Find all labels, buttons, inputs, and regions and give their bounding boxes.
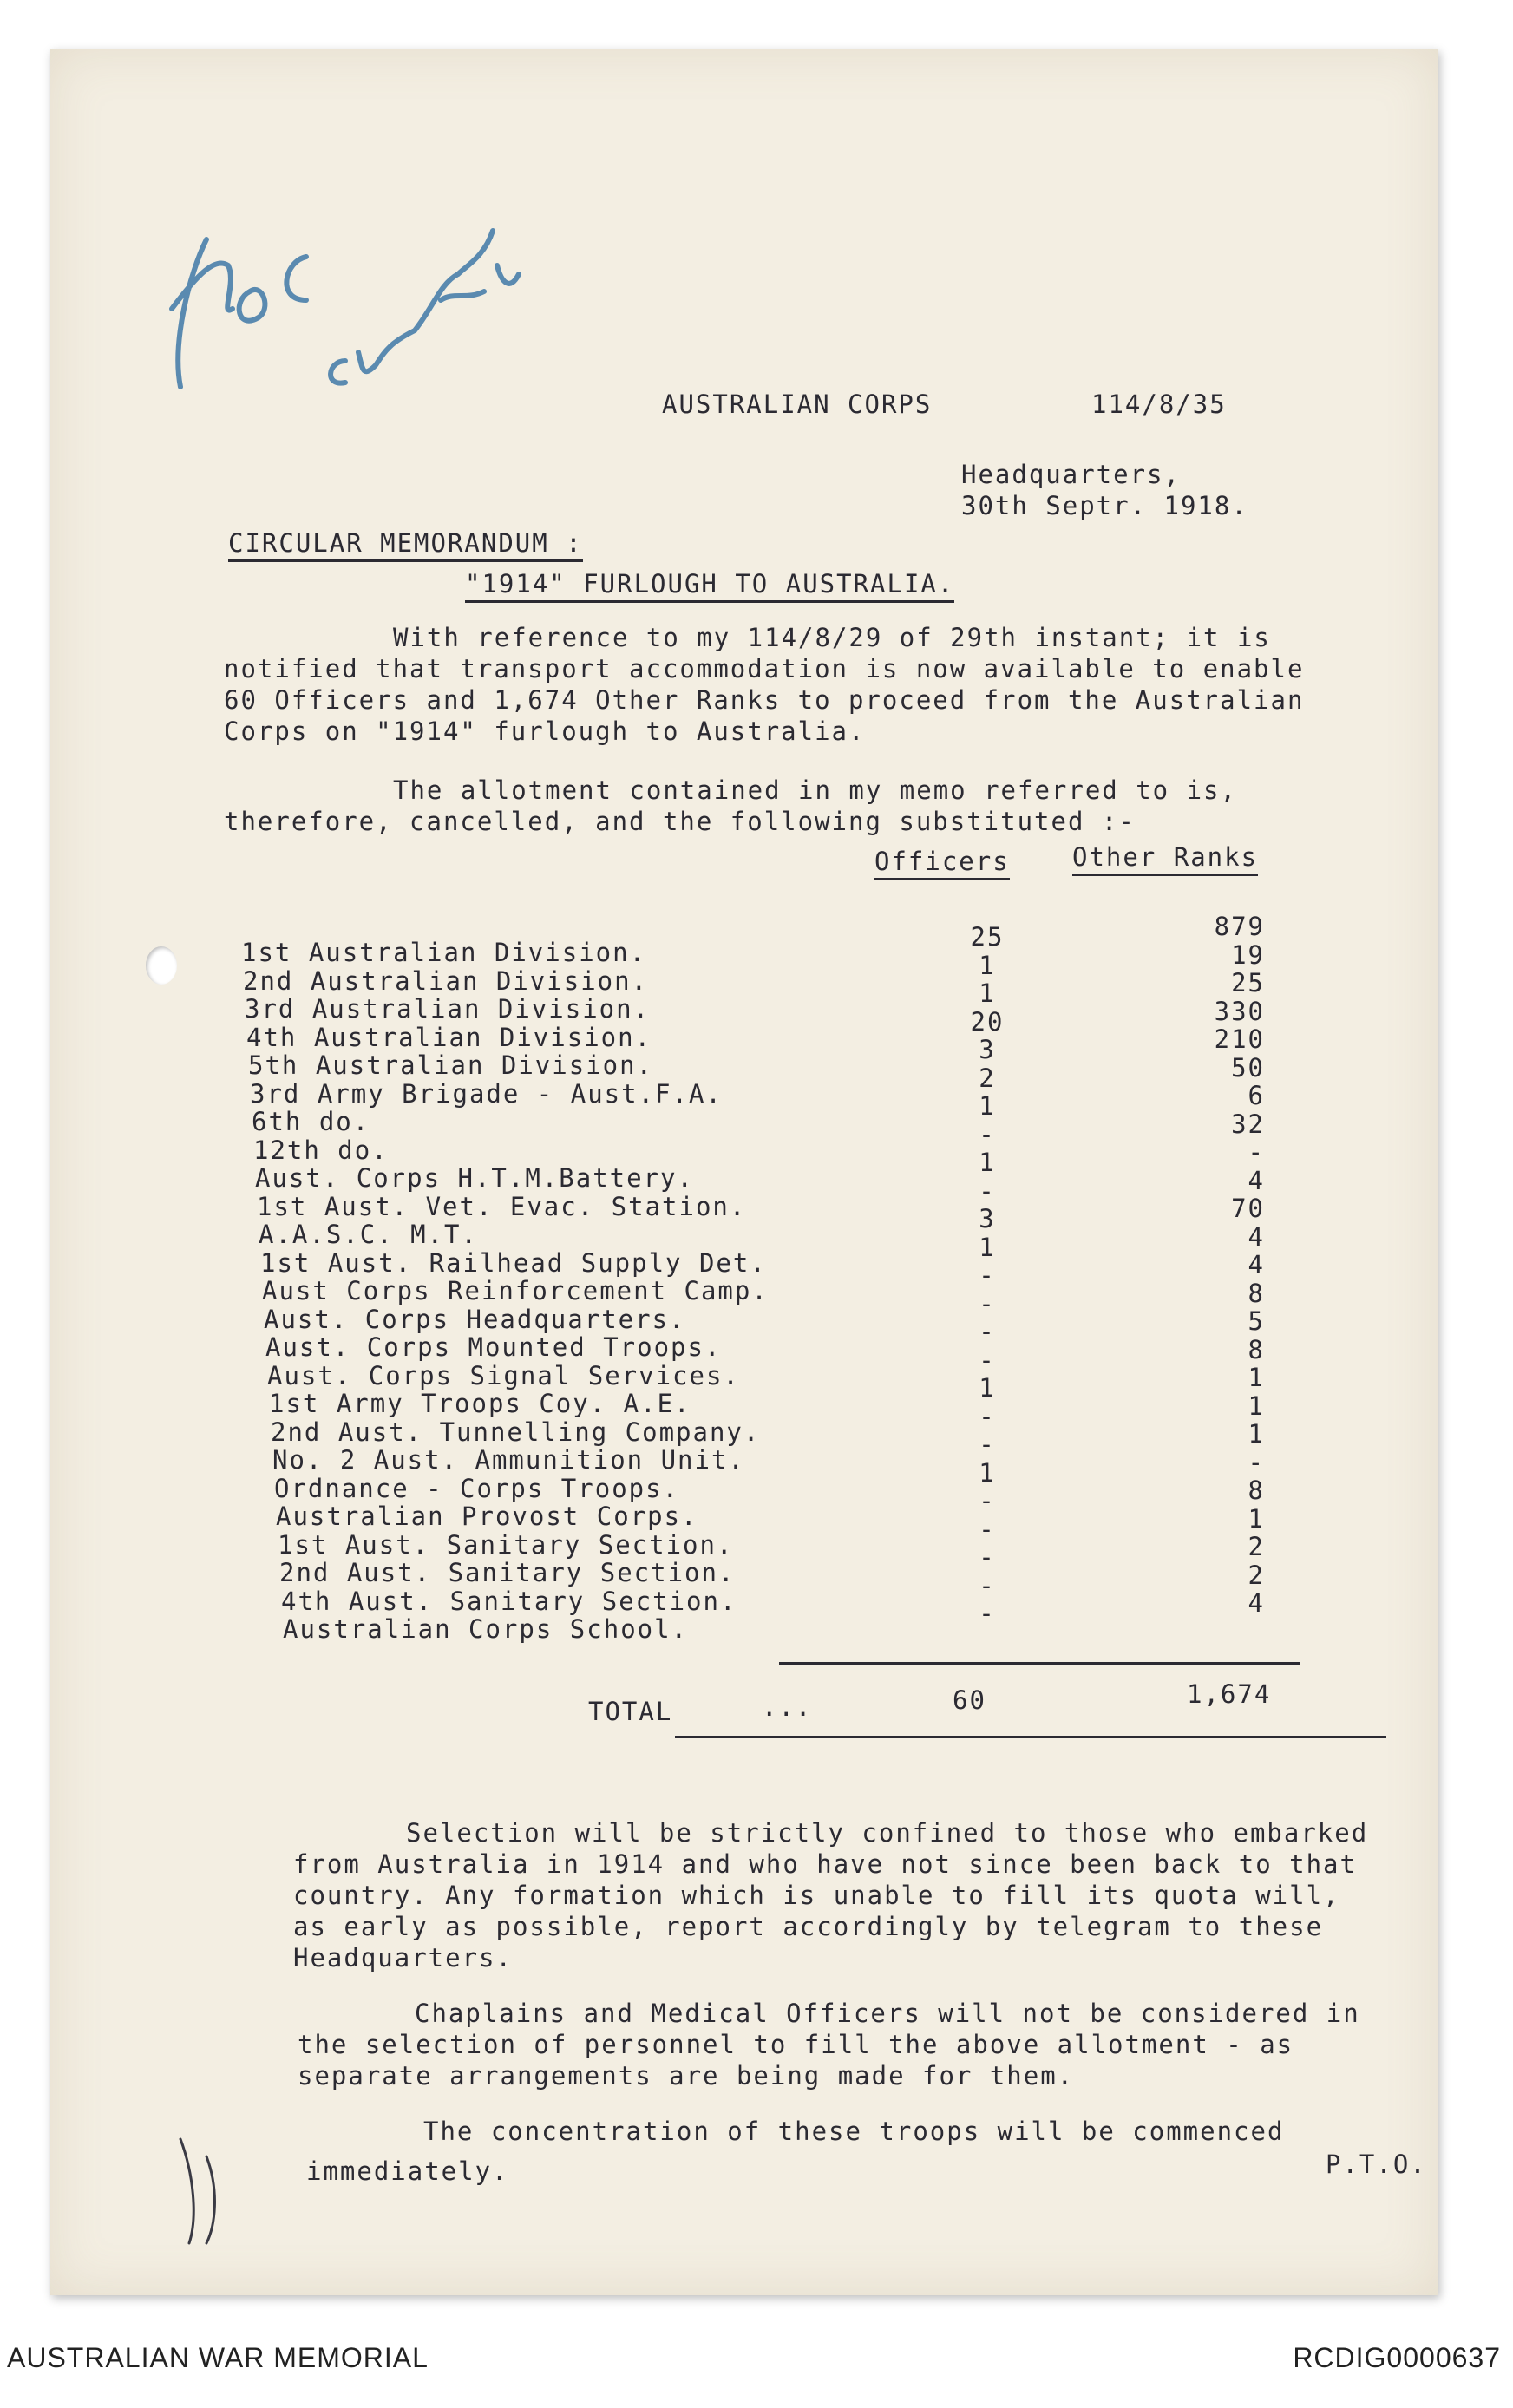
- row-officers: 25: [970, 922, 1005, 952]
- row-other-ranks: 1: [1248, 1363, 1265, 1392]
- paragraph-line: 60 Officers and 1,674 Other Ranks to proceed from the Australian: [224, 685, 1305, 715]
- row-officers: -: [979, 1430, 996, 1459]
- row-unit: 4th Australian Division.: [246, 1022, 652, 1052]
- total-label: TOTAL: [588, 1697, 673, 1726]
- paragraph-line: Corps on "1914" furlough to Australia.: [224, 717, 866, 746]
- paragraph-line: immediately.: [306, 2156, 509, 2186]
- total-rule-bottom: [675, 1736, 1386, 1738]
- row-other-ranks: 1: [1248, 1390, 1265, 1421]
- row-unit: 1st Aust. Sanitary Section.: [278, 1529, 734, 1560]
- row-other-ranks: 4: [1248, 1165, 1265, 1195]
- reference-number: 114/8/35: [1091, 389, 1227, 419]
- paragraph-line: The concentration of these troops will be commenced: [423, 2117, 1285, 2146]
- row-other-ranks: 5: [1248, 1306, 1265, 1336]
- row-unit: 12th do.: [253, 1135, 389, 1165]
- row-unit: Aust. Corps Headquarters.: [264, 1304, 686, 1334]
- row-officers: 3: [979, 1204, 996, 1233]
- paragraph-line: Headquarters.: [293, 1943, 513, 1973]
- row-unit: 5th Australian Division.: [248, 1050, 654, 1080]
- row-other-ranks: 330: [1214, 996, 1265, 1026]
- row-officers: 1: [979, 950, 996, 980]
- row-other-ranks: 6: [1248, 1081, 1265, 1110]
- row-other-ranks: 19: [1231, 939, 1265, 970]
- total-other-ranks: 1,674: [1187, 1679, 1272, 1709]
- row-other-ranks: 1: [1248, 1419, 1265, 1449]
- row-unit: Australian Provost Corps.: [276, 1502, 698, 1531]
- row-unit: 2nd Australian Division.: [243, 965, 649, 996]
- row-officers: 1: [979, 1091, 996, 1121]
- paragraph-line: With reference to my 114/8/29 of 29th instant; it is: [393, 623, 1271, 652]
- paragraph-line: from Australia in 1914 and who have not since been back to that: [293, 1849, 1357, 1879]
- row-other-ranks: 25: [1231, 968, 1265, 998]
- punch-hole: [146, 946, 177, 985]
- row-unit: 1st Aust. Vet. Evac. Station.: [257, 1191, 747, 1221]
- document-page: [50, 49, 1438, 2295]
- row-unit: A.A.S.C. M.T.: [259, 1220, 478, 1249]
- memo-date: 30th Septr. 1918.: [961, 491, 1248, 520]
- row-other-ranks: 879: [1214, 912, 1265, 941]
- memo-type: CIRCULAR MEMORANDUM :: [228, 528, 583, 558]
- row-officers: -: [979, 1119, 996, 1149]
- row-unit: No. 2 Aust. Ammunition Unit.: [272, 1445, 745, 1475]
- memo-subject: "1914" FURLOUGH TO AUSTRALIA.: [465, 569, 954, 599]
- paragraph-line: therefore, cancelled, and the following substituted :-: [224, 807, 1136, 836]
- row-other-ranks: 50: [1231, 1052, 1265, 1083]
- row-other-ranks: 32: [1231, 1109, 1265, 1139]
- row-officers: -: [979, 1542, 996, 1572]
- row-unit: 4th Aust. Sanitary Section.: [281, 1586, 737, 1616]
- row-officers: -: [979, 1514, 996, 1544]
- row-other-ranks: 210: [1214, 1024, 1265, 1054]
- row-other-ranks: 70: [1231, 1194, 1265, 1223]
- paragraph-line: country. Any formation which is unable to fill its quota will,: [293, 1881, 1340, 1910]
- row-officers: 1: [979, 1232, 996, 1262]
- row-officers: 3: [979, 1035, 996, 1064]
- row-officers: 20: [970, 1006, 1005, 1037]
- paragraph-line: notified that transport accommodation is now available to enable: [224, 654, 1305, 684]
- margin-mark: [146, 2122, 250, 2261]
- row-officers: -: [979, 1317, 996, 1346]
- row-officers: -: [979, 1260, 996, 1290]
- row-officers: 2: [979, 1063, 996, 1093]
- row-officers: -: [979, 1570, 996, 1600]
- paragraph-line: Selection will be strictly confined to those who embarked: [406, 1818, 1369, 1848]
- row-other-ranks: 2: [1248, 1560, 1265, 1590]
- row-officers: -: [979, 1401, 996, 1431]
- row-other-ranks: -: [1248, 1447, 1265, 1477]
- row-unit: 1st Aust. Railhead Supply Det.: [260, 1247, 767, 1278]
- row-unit: Ordnance - Corps Troops.: [274, 1473, 680, 1503]
- footer-record-id: RCDIG0000637: [1293, 2342, 1501, 2373]
- row-officers: -: [979, 1599, 996, 1628]
- paragraph-line: Chaplains and Medical Officers will not be considered in: [415, 1999, 1360, 2028]
- paragraph-line: the selection of personnel to fill the above allotment - as: [298, 2030, 1294, 2059]
- row-unit: Aust. Corps Signal Services.: [267, 1360, 740, 1390]
- row-officers: 1: [979, 978, 996, 1008]
- row-unit: Aust Corps Reinforcement Camp.: [262, 1276, 769, 1305]
- headquarters-label: Headquarters,: [961, 460, 1181, 489]
- total-rule-top: [779, 1662, 1300, 1665]
- row-other-ranks: 2: [1248, 1532, 1265, 1561]
- row-unit: 1st Army Troops Coy. A.E.: [269, 1389, 691, 1418]
- row-unit: 3rd Australian Division.: [245, 994, 651, 1024]
- row-officers: 1: [979, 1373, 996, 1403]
- column-header-other-ranks: Other Ranks: [1072, 842, 1258, 872]
- row-unit: 1st Australian Division.: [241, 938, 647, 967]
- row-other-ranks: 1: [1248, 1503, 1265, 1534]
- footer-archive-name: AUSTRALIAN WAR MEMORIAL: [7, 2342, 429, 2373]
- please-turn-over: P.T.O.: [1326, 2150, 1427, 2179]
- row-other-ranks: 8: [1248, 1334, 1265, 1364]
- row-officers: 1: [979, 1457, 996, 1488]
- row-unit: Australian Corps School.: [283, 1614, 689, 1644]
- row-other-ranks: 4: [1248, 1588, 1265, 1618]
- row-officers: -: [979, 1345, 996, 1375]
- row-unit: Aust. Corps H.T.M.Battery.: [255, 1163, 694, 1193]
- total-dots: ...: [762, 1692, 813, 1722]
- row-other-ranks: 4: [1248, 1221, 1265, 1252]
- corps-heading: AUSTRALIAN CORPS: [662, 389, 933, 419]
- row-officers: -: [979, 1288, 996, 1319]
- row-officers: -: [979, 1175, 996, 1206]
- row-other-ranks: 4: [1248, 1250, 1265, 1279]
- paragraph-line: The allotment contained in my memo referred to is,: [393, 775, 1237, 805]
- row-other-ranks: 8: [1248, 1476, 1265, 1505]
- row-other-ranks: -: [1248, 1137, 1265, 1167]
- row-unit: 3rd Army Brigade - Aust.F.A.: [250, 1078, 723, 1109]
- row-unit: 6th do.: [252, 1107, 370, 1136]
- row-officers: 1: [979, 1148, 996, 1177]
- handwritten-annotation: [154, 179, 536, 439]
- row-unit: 2nd Aust. Tunnelling Company.: [271, 1417, 761, 1447]
- row-other-ranks: 8: [1248, 1278, 1265, 1308]
- paragraph-line: as early as possible, report accordingly by telegram to these: [293, 1912, 1324, 1941]
- total-officers: 60: [953, 1685, 986, 1715]
- column-header-officers: Officers: [874, 847, 1010, 876]
- row-unit: 2nd Aust. Sanitary Section.: [279, 1558, 736, 1587]
- row-unit: Aust. Corps Mounted Troops.: [265, 1332, 722, 1362]
- paragraph-line: separate arrangements are being made for them.: [298, 2061, 1075, 2091]
- row-officers: -: [979, 1486, 996, 1515]
